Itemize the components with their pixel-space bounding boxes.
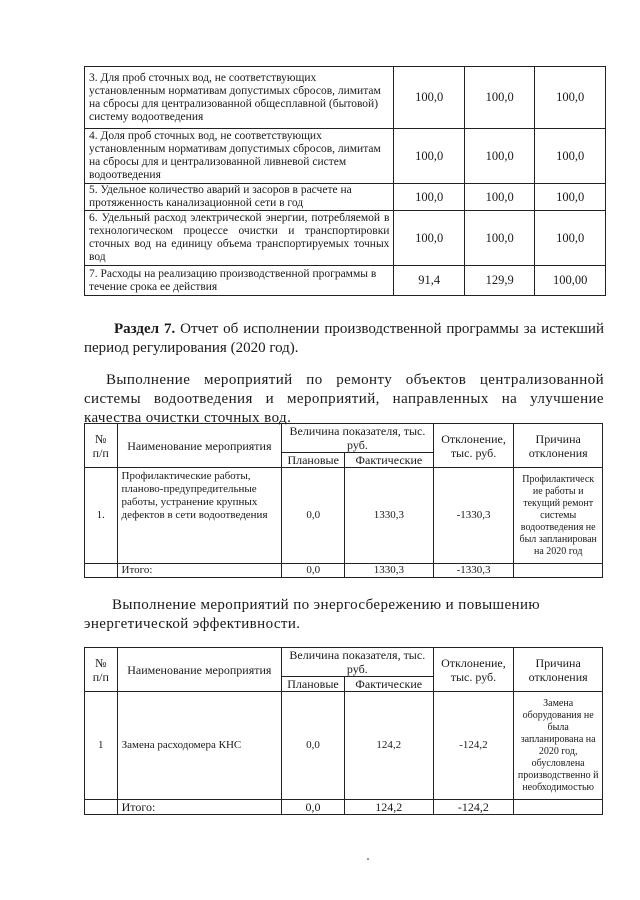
energy-table: [84, 647, 603, 815]
col-deviation-header: Отклонение, тыс. руб.: [433, 424, 514, 468]
indicator-value: 100,0: [464, 129, 534, 184]
col-actual-header: Фактические: [345, 453, 434, 468]
indicator-value: 100,0: [535, 211, 606, 266]
table-row: [85, 184, 606, 211]
table-row: [85, 129, 606, 184]
col-reason-header: Причина отклонения: [514, 648, 603, 692]
indicator-value: 100,0: [394, 184, 464, 211]
header-row: [85, 424, 603, 453]
header-row: [85, 648, 603, 677]
row-deviation: -124,2: [433, 692, 514, 800]
paragraph-energy: Выполнение мероприятий по энергосбережению и повышению энергетической эффективности.: [84, 597, 541, 632]
col-planned-header: Плановые: [282, 453, 345, 468]
row-actual: 124,2: [344, 692, 433, 800]
indicator-text: 4. Доля проб сточных вод, не соответствующих установленным нормативам допустимых сбросов, лимитам на сбросы для и централизованной ливневой систем водоотведения: [85, 129, 394, 184]
indicator-value: 100,0: [535, 67, 606, 129]
col-value-header: Величина показателя, тыс. руб.: [282, 648, 434, 677]
total-label: Итого:: [117, 800, 281, 815]
row-reason: Профилактическ ие работы и текущий ремонт системы водоотведения не был запланирован на 2020 год: [514, 468, 603, 564]
total-row: [85, 564, 603, 578]
col-name-header: Наименование мероприятия: [117, 424, 282, 468]
col-num-header: № п/п: [85, 648, 118, 692]
total-row: [85, 800, 603, 815]
indicator-value: 100,0: [535, 129, 606, 184]
scan-speck: [367, 858, 369, 860]
total-planned: 0,0: [282, 564, 345, 578]
indicator-value: 100,00: [535, 266, 606, 296]
indicator-value: 129,9: [464, 266, 534, 296]
indicator-text: 3. Для проб сточных вод, не соответствующих установленным нормативам допустимых сбросов, лимитам на сбросы для централизованной общесплавной (бытовой) систему водоотведения: [85, 67, 394, 129]
indicator-value: 100,0: [535, 184, 606, 211]
row-num: 1.: [85, 468, 118, 564]
table-row: [85, 692, 603, 800]
indicator-value: 100,0: [394, 129, 464, 184]
row-planned: 0,0: [282, 468, 345, 564]
paragraph-repair: Выполнение мероприятий по ремонту объектов централизованной системы водоотведения и мероприятий, направленных на улучшение качества очистки сточных вод.: [84, 372, 604, 426]
row-planned: 0,0: [282, 692, 345, 800]
col-value-header: Величина показателя, тыс. руб.: [282, 424, 433, 453]
row-num: 1: [85, 692, 118, 800]
row-reason: Замена оборудования не была запланирована на 2020 год, обусловлена производственно й необходимостью: [514, 692, 603, 800]
indicator-value: 100,0: [464, 211, 534, 266]
table-row: [85, 211, 606, 266]
col-reason-header: Причина отклонения: [514, 424, 603, 468]
total-deviation: -124,2: [433, 800, 514, 815]
indicator-text: 5. Удельное количество аварий и засоров в расчете на протяженность канализационной сети в год: [85, 184, 394, 211]
total-actual: 1330,3: [345, 564, 434, 578]
col-num-header: № п/п: [85, 424, 118, 468]
total-deviation: -1330,3: [433, 564, 514, 578]
table-row: [85, 468, 603, 564]
total-planned: 0,0: [282, 800, 345, 815]
col-actual-header: Фактические: [344, 677, 433, 692]
col-deviation-header: Отклонение, тыс. руб.: [433, 648, 514, 692]
row-deviation: -1330,3: [433, 468, 514, 564]
indicator-value: 100,0: [464, 67, 534, 129]
total-label: Итого:: [117, 564, 282, 578]
indicator-value: 100,0: [394, 211, 464, 266]
table-row: [85, 67, 606, 129]
section-heading: [84, 320, 604, 358]
indicators-table: [84, 66, 606, 296]
row-name: Замена расходомера КНС: [117, 692, 281, 800]
col-name-header: Наименование мероприятия: [117, 648, 281, 692]
indicator-text: 7. Расходы на реализацию производственной программы в течение срока ее действия: [85, 266, 394, 296]
row-name: Профилактические работы, планово-предупредительные работы, устранение крупных дефектов в сети водоотведения: [117, 468, 282, 564]
section-title: Отчет об исполнении производственной программы за истекший период регулирования (2020 год).: [84, 321, 604, 356]
col-planned-header: Плановые: [282, 677, 345, 692]
row-actual: 1330,3: [345, 468, 434, 564]
indicator-value: 91,4: [394, 266, 464, 296]
indicator-text: 6. Удельный расход электрической энергии, потребляемой в технологическом процессе очистки и транспортировки сточных вод на единицу объема транспортируемых точных вод: [85, 211, 394, 266]
repair-table: [84, 423, 603, 578]
total-actual: 124,2: [344, 800, 433, 815]
section-label: Раздел 7.: [114, 321, 176, 337]
indicator-value: 100,0: [464, 184, 534, 211]
table-row: [85, 266, 606, 296]
indicator-value: 100,0: [394, 67, 464, 129]
